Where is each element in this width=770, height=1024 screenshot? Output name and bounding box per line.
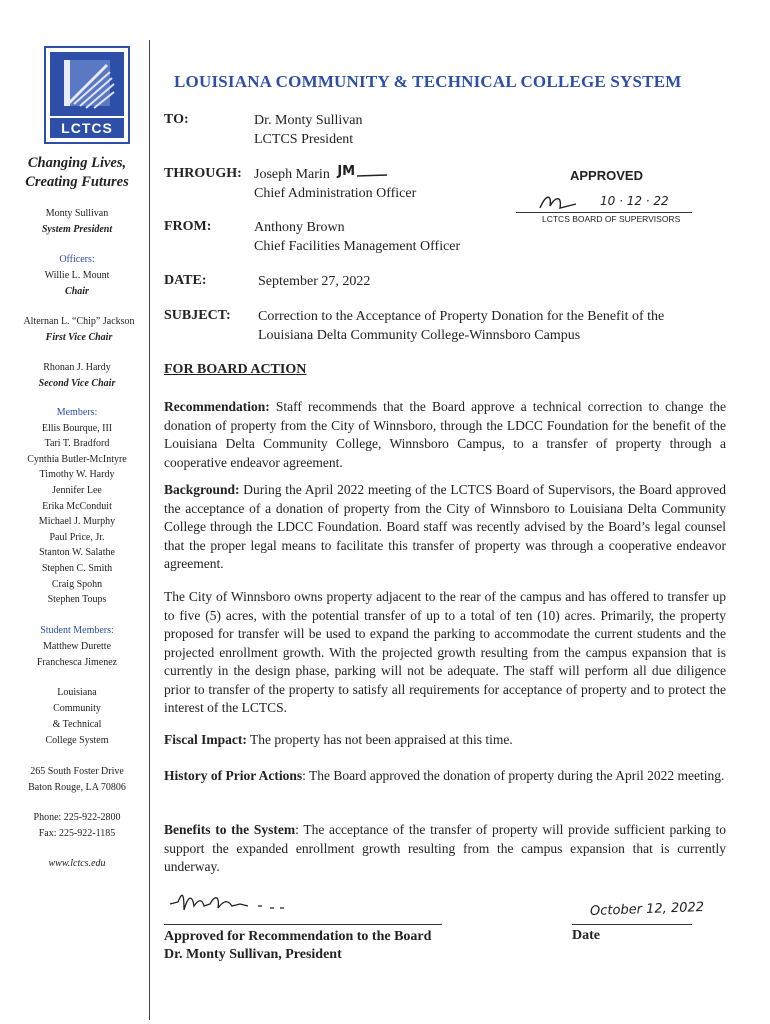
subject-text <box>258 307 664 345</box>
fiscal-impact-paragraph <box>164 731 726 750</box>
member-name: Craig Spohn <box>51 578 103 590</box>
through-title: Chief Administration Officer <box>254 186 417 201</box>
officer-name: Rhonan J. Hardy <box>43 362 111 373</box>
officer-second-vice-chair <box>14 360 140 392</box>
logo-emblem-icon <box>50 52 124 116</box>
member-name: Tari T. Bradford <box>44 438 110 450</box>
through-label: THROUGH: <box>164 166 242 181</box>
date-label: DATE: <box>164 273 207 288</box>
fiscal-label: Fiscal Impact: <box>164 732 247 747</box>
president-title: System President <box>41 224 113 235</box>
signature-line <box>164 924 442 925</box>
approval-caption <box>164 928 431 964</box>
subject-line: Louisiana Delta Community College-Winnsboro Campus <box>258 328 581 343</box>
background-text: During the April 2022 meeting of the LCTCS Board of Supervisors, the Board approved the acceptance of a donation of property from the City of Winnsboro to Louisiana Delta Community College through the LDCC Foundation. Board staff was recently advised by the Board’s legal counsel that the proper legal means to facilitate this transfer of property was through a cooperative endeavor agreement. <box>164 482 726 571</box>
recommendation-label: Recommendation: <box>164 399 270 414</box>
members-heading: Members: <box>56 407 98 418</box>
stamp-line <box>516 212 692 213</box>
benefits-paragraph <box>164 821 726 877</box>
org-line: Louisiana <box>57 687 97 698</box>
org-name-block <box>14 685 140 749</box>
subject-line: Correction to the Acceptance of Property Donation for the Benefit of the <box>258 309 665 324</box>
officers-heading: Officers: <box>59 254 95 265</box>
to-label: TO: <box>164 112 189 127</box>
benefits-text: : The acceptance of the transfer of property will provide sufficient parking to support the expanded enrollment growth resulting from the campus expansion that is currently underway. <box>164 822 726 874</box>
org-line: & Technical <box>52 719 102 730</box>
tagline-line-1: Changing Lives, <box>27 155 127 171</box>
officer-title: Chair <box>65 286 89 297</box>
from-label: FROM: <box>164 219 212 234</box>
tagline <box>14 154 140 192</box>
background-label: Background: <box>164 482 240 497</box>
history-paragraph <box>164 767 726 786</box>
history-label: History of Prior Actions <box>164 768 303 783</box>
website-link[interactable]: www.lctcs.edu <box>48 858 106 869</box>
signer-name: Dr. Monty Sullivan, President <box>164 947 342 962</box>
history-text: : The Board approved the donation of property during the April 2022 meeting. <box>302 768 725 783</box>
from-name: Anthony Brown <box>254 220 345 235</box>
address-line: 265 South Foster Drive <box>30 766 124 777</box>
recommendation-text: Staff recommends that the Board approve a technical correction to change the donation of property from the City of Winnsboro, through the LDCC Foundation for the benefit of the Louisiana Delta Community College, Winnsboro Campus, to a transfer of property through a cooperative endeavor agreement. <box>164 399 726 470</box>
officers-block <box>14 252 140 300</box>
date-line <box>572 924 692 925</box>
fiscal-text: The property has not been appraised at this time. <box>246 732 513 747</box>
org-line: Community <box>53 703 101 714</box>
student-members-block <box>14 623 140 671</box>
approved-label: Approved for Recommendation to the Board <box>164 929 432 944</box>
member-name: Paul Price, Jr. <box>49 531 105 543</box>
stamp-date: 10 · 12 · 22 <box>600 194 669 208</box>
lctcs-logo <box>44 46 130 144</box>
stamp-signature-icon <box>536 190 596 214</box>
phone-number: Phone: 225-922-2800 <box>33 812 121 823</box>
officer-vice-chair <box>12 314 146 346</box>
city-property-paragraph: The City of Winnsboro owns property adjacent to the rear of the campus and has offered to transfer up to five (5) acres, with the potential transfer of up to a total of ten (10) acres. Primarily, the property proposed for transfer will be used to expand the parking to accommodate the current students and the projected enrollment growth. With the projected growth resulting from the campus expansion that is currently in the design phase, parking will not be adequate. The staff will perform all due diligence prior to transfer of the property to satisfy all requirements for acceptance of property and to protect the interest of the LCTCS. <box>164 589 726 715</box>
background-paragraph <box>164 481 726 574</box>
sidebar-divider <box>149 40 150 1020</box>
stamp-title: APPROVED <box>570 168 643 183</box>
contact-block <box>14 810 140 842</box>
student-name: Matthew Durette <box>42 641 112 652</box>
member-name: Jennifer Lee <box>52 484 102 496</box>
from-title: Chief Facilities Management Officer <box>254 239 461 254</box>
member-name: Cynthia Butler-McIntyre <box>27 453 127 465</box>
student-members-heading: Student Members: <box>40 625 114 636</box>
member-name: Erika McConduit <box>42 500 112 512</box>
to-title: LCTCS President <box>254 132 354 147</box>
organization-title: LOUISIANA COMMUNITY & TECHNICAL COLLEGE SYSTEM <box>174 72 682 91</box>
through-person <box>254 165 416 203</box>
officer-name: Alternan L. “Chip” Jackson <box>23 316 135 327</box>
tagline-line-2: Creating Futures <box>25 174 129 190</box>
officer-title: Second Vice Chair <box>38 378 116 389</box>
president-signature-icon <box>166 886 296 922</box>
org-line: College System <box>45 735 109 746</box>
section-heading: FOR BOARD ACTION <box>164 362 307 377</box>
member-name: Timothy W. Hardy <box>39 469 115 481</box>
address-line: Baton Rouge, LA 70806 <box>28 782 126 793</box>
members-block <box>14 405 140 608</box>
student-name: Franchesca Jimenez <box>36 657 118 668</box>
address-block <box>14 764 140 796</box>
to-recipient <box>254 111 363 149</box>
member-name: Stephen Toups <box>47 594 107 606</box>
president-name: Monty Sullivan <box>45 208 109 219</box>
officer-title: First Vice Chair <box>45 332 113 343</box>
member-name: Stanton W. Salathe <box>39 547 115 559</box>
initials-stroke-icon <box>355 168 389 182</box>
fax-number: Fax: 225-922-1185 <box>38 828 116 839</box>
to-name: Dr. Monty Sullivan <box>254 113 363 128</box>
benefits-label: Benefits to the System <box>164 822 296 837</box>
stamp-subtitle: LCTCS BOARD OF SUPERVISORS <box>542 214 681 224</box>
date-caption: Date <box>572 928 600 943</box>
member-name: Michael J. Murphy <box>38 516 116 528</box>
system-president <box>14 206 140 238</box>
recommendation-paragraph <box>164 398 726 472</box>
member-name: Ellis Bourque, III <box>41 422 113 434</box>
handwritten-date: October 12, 2022 <box>589 900 705 919</box>
subject-label: SUBJECT: <box>164 308 231 323</box>
memo-date: September 27, 2022 <box>258 274 371 289</box>
handwritten-initials: JM <box>337 164 356 179</box>
member-name: Stephen C. Smith <box>41 562 113 574</box>
logo-text: LCTCS <box>50 118 124 138</box>
through-name: Joseph Marin <box>254 167 330 182</box>
from-person <box>254 218 460 256</box>
officer-name: Willie L. Mount <box>44 270 110 281</box>
